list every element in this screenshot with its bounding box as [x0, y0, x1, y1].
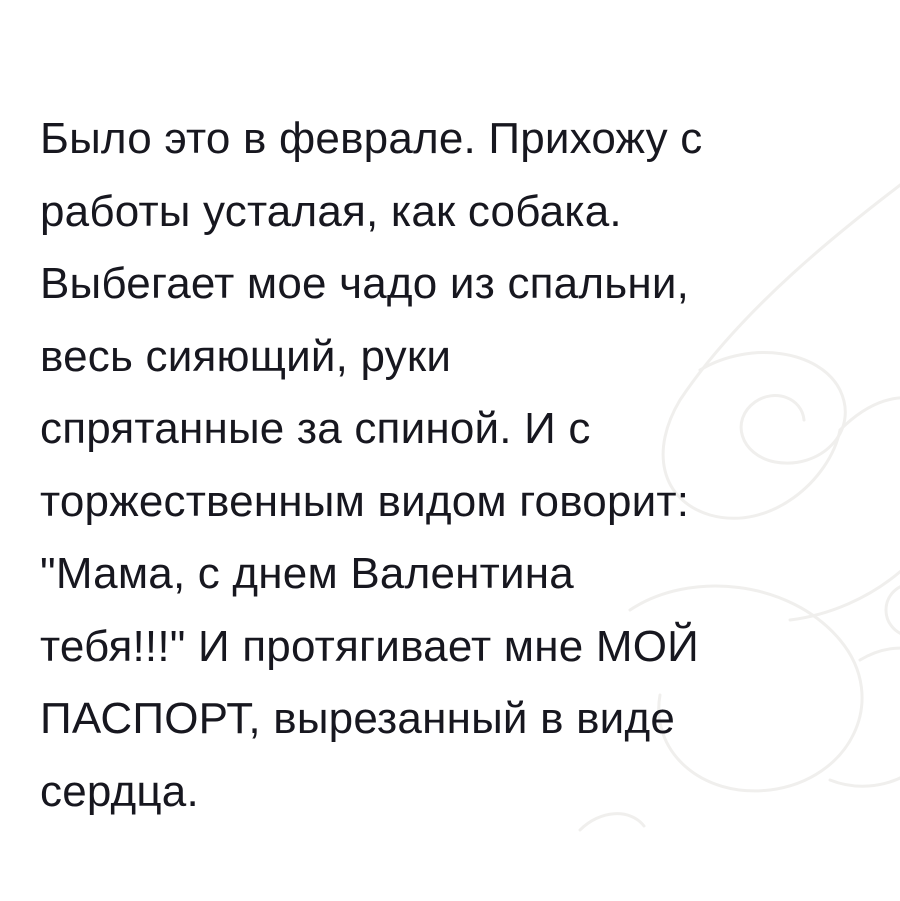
text-line: торжественным видом говорит: — [40, 476, 690, 526]
text-line: весь сияющий, руки — [40, 331, 452, 381]
text-line: "Мама, с днем Валентина — [40, 549, 574, 598]
text-line: Выбегает мое чадо из спальни, — [40, 259, 690, 308]
text-line: тебя!!!" И протягивает мне МОЙ — [40, 621, 699, 671]
text-line: спрятанные за спиной. И с — [40, 404, 591, 453]
text-line: ПАСПОРТ, вырезанный в виде — [40, 694, 675, 743]
text-line: работы усталая, как собака. — [40, 186, 622, 236]
text-line: сердца. — [40, 766, 199, 816]
text-line: Было это в феврале. Прихожу с — [40, 114, 703, 163]
post-text — [40, 103, 870, 828]
